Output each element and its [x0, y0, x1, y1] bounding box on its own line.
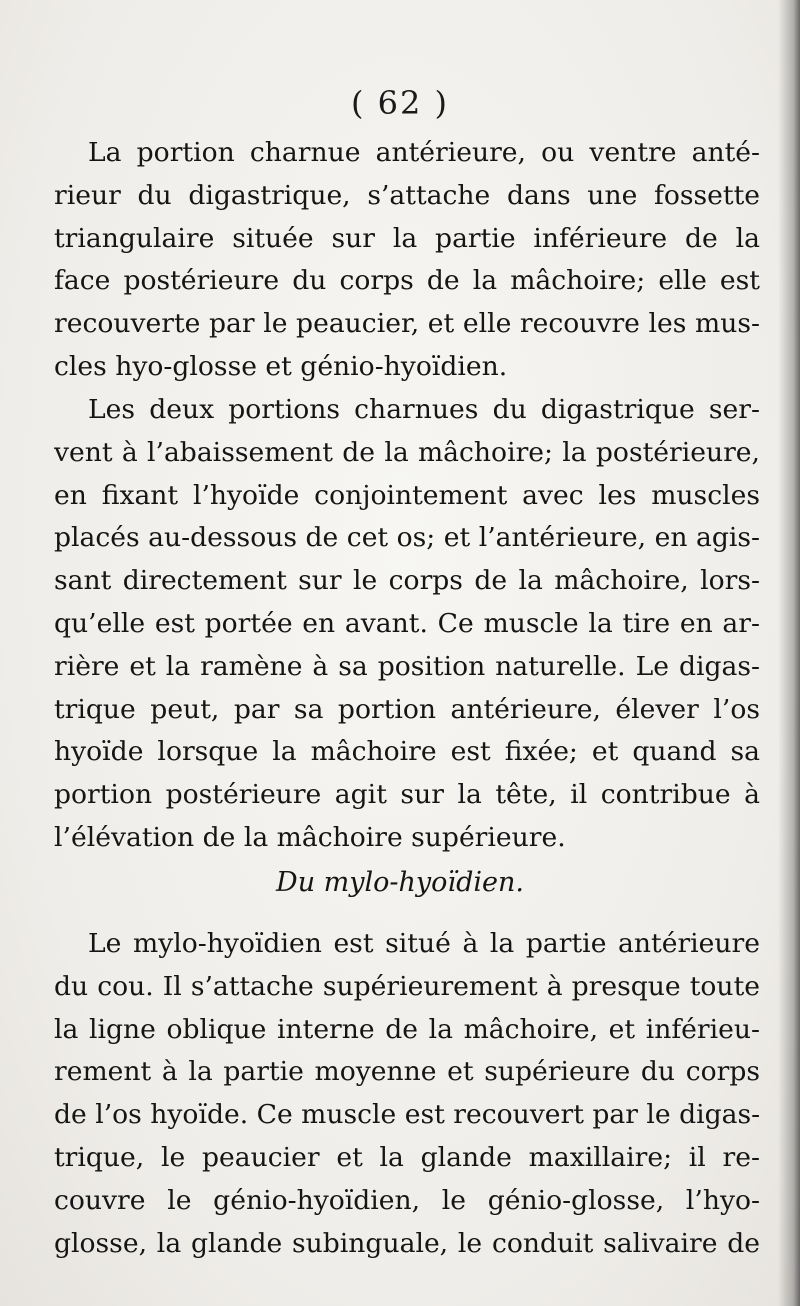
page-edge-shadow — [778, 0, 800, 1306]
text-line: face postérieure du corps de la mâchoire; elle est — [54, 265, 760, 297]
page-number: ( 62 ) — [350, 84, 450, 122]
text-line: portion postérieure agit sur la tête, il contribue à — [54, 779, 760, 811]
text-line: vent à l’abaissement de la mâchoire; la postérieure, — [54, 436, 760, 468]
text-line: Le mylo-hyoïdien est situé à la partie antérieure — [88, 928, 760, 959]
text-line: de l’os hyoïde. Ce muscle est recouvert par le digas- — [54, 1099, 760, 1131]
text-line: trique peut, par sa portion antérieure, élever l’os — [54, 693, 760, 725]
text-line: cles hyo-glosse et génio-hyoïdien. — [54, 350, 508, 382]
paragraph-mylohyoid — [54, 923, 760, 1265]
text-line: la ligne oblique interne de la mâchoire, et inférieu- — [54, 1013, 760, 1045]
text-line: en fixant l’hyoïde conjointement avec les muscles — [54, 479, 760, 511]
text-line: couvre le génio-hyoïdien, le génio-glosse, l’hyo- — [54, 1184, 760, 1216]
text-line: glosse, la glande subinguale, le conduit salivaire de — [54, 1227, 760, 1259]
text-line: rement à la partie moyenne et supérieure du corps — [54, 1056, 760, 1088]
text-line: Les deux portions charnues du digastrique ser- — [88, 394, 760, 425]
text-line: La portion charnue antérieure, ou ventre anté- — [88, 137, 760, 168]
text-line: trique, le peaucier et la glande maxillaire; il re- — [54, 1141, 760, 1173]
text-line: du cou. Il s’attache supérieurement à presque toute — [54, 970, 760, 1002]
text-line: l’élévation de la mâchoire supérieure. — [54, 821, 566, 853]
paragraph-digastric-function — [54, 389, 760, 860]
paragraph-digastric-anterior — [54, 132, 760, 389]
text-line: qu’elle est portée en avant. Ce muscle la tire en ar- — [54, 607, 760, 639]
text-line: hyoïde lorsque la mâchoire est fixée; et quand sa — [54, 736, 760, 768]
section-heading: Du mylo-hyoïdien. — [276, 867, 524, 898]
text-line: placés au-dessous de cet os; et l’antérieure, en agis- — [54, 522, 760, 554]
text-line: rieur du digastrique, s’attache dans une fossette — [54, 179, 760, 211]
text-line: rière et la ramène à sa position naturelle. Le digas- — [54, 650, 760, 682]
text-line: triangulaire située sur la partie inférieure de la — [54, 222, 760, 254]
text-line: sant directement sur le corps de la mâchoire, lors- — [54, 565, 760, 597]
text-line: recouverte par le peaucier, et elle recouvre les mus- — [54, 308, 760, 340]
